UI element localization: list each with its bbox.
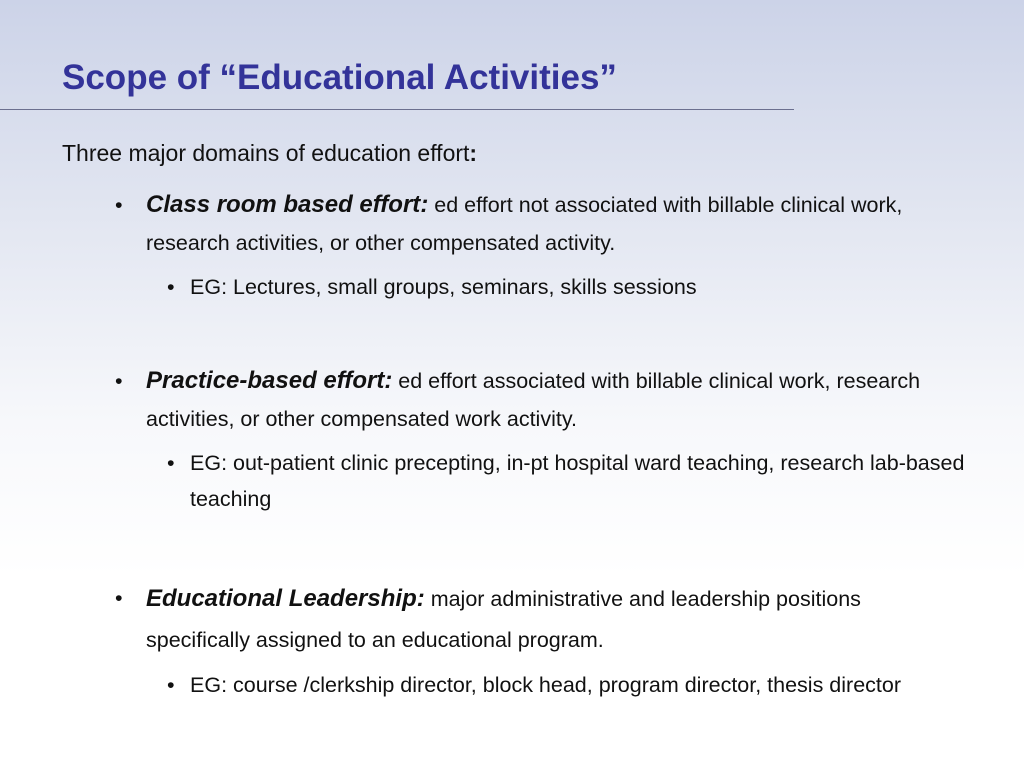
item-example: EG: out-patient clinic precepting, in-pt hospital ward teaching, research lab-based teaching bbox=[190, 451, 965, 511]
item-description: ed effort not associated with billable clinical work, research activities, or other compensated activity. bbox=[146, 193, 903, 255]
intro-text bbox=[62, 140, 477, 167]
bullet-item-classroom bbox=[115, 186, 936, 262]
item-term: Class room based effort bbox=[146, 191, 421, 218]
item-term: Practice-based effort: bbox=[146, 367, 393, 394]
sub-bullet-leadership-example bbox=[167, 667, 970, 703]
intro-colon: : bbox=[469, 140, 478, 166]
bullet-marker: • bbox=[115, 369, 123, 393]
slide-title: Scope of “Educational Activities” bbox=[62, 58, 617, 97]
item-example: EG: course /clerkship director, block head, program director, thesis director bbox=[190, 673, 902, 697]
bullet-marker: • bbox=[115, 586, 123, 610]
bullet-marker: • bbox=[115, 193, 123, 217]
sub-bullet-marker: • bbox=[167, 451, 175, 475]
sub-bullet-classroom-example bbox=[167, 269, 970, 305]
intro-label: Three major domains of education effort bbox=[62, 140, 470, 166]
item-term: Educational Leadership: bbox=[146, 585, 425, 612]
sub-bullet-marker: • bbox=[167, 673, 175, 697]
item-description: ed effort associated with billable clinical work, research activities, or other compensated work activity. bbox=[146, 369, 921, 431]
sub-bullet-practice-example bbox=[167, 445, 970, 517]
item-example: EG: Lectures, small groups, seminars, skills sessions bbox=[190, 275, 697, 299]
item-term-suffix: : bbox=[420, 191, 429, 218]
bullet-item-practice bbox=[115, 362, 936, 438]
bullet-item-leadership bbox=[115, 578, 936, 661]
sub-bullet-marker: • bbox=[167, 275, 175, 299]
title-divider bbox=[0, 109, 794, 110]
item-description: major administrative and leadership positions specifically assigned to an educational program. bbox=[146, 587, 861, 652]
